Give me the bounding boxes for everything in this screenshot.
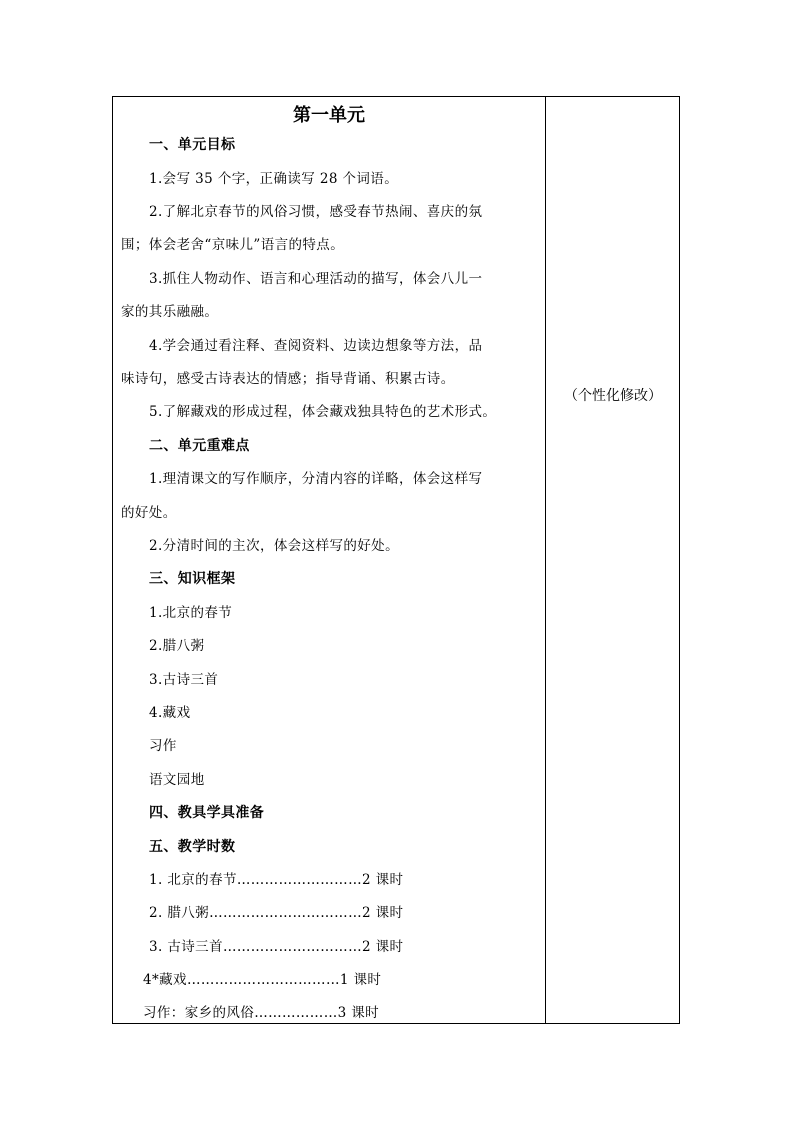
column-divider (545, 97, 546, 1023)
hours-item: 1. 北京的春节………………………2 课时 (149, 872, 404, 888)
unit-title: 第一单元 (293, 105, 365, 126)
section-heading-goals: 一、单元目标 (149, 137, 236, 153)
section-heading-materials: 四、教具学具准备 (149, 805, 265, 821)
key-point-item-continued: 的好处。 (121, 505, 177, 521)
framework-item: 3.古诗三首 (149, 672, 219, 688)
key-point-item: 2.分清时间的主次，体会这样写的好处。 (149, 538, 399, 554)
key-point-item: 1.理清课文的写作顺序，分清内容的详略，体会这样写 (149, 471, 483, 487)
hours-item: 习作：家乡的风俗………………3 课时 (143, 1005, 380, 1021)
section-heading-framework: 三、知识框架 (149, 571, 236, 587)
goal-item: 2.了解北京春节的风俗习惯，感受春节热闹、喜庆的氛 (149, 204, 483, 220)
goal-item-continued: 家的其乐融融。 (121, 304, 219, 320)
framework-item: 1.北京的春节 (149, 605, 233, 621)
goal-item: 3.抓住人物动作、语言和心理活动的描写，体会八儿一 (149, 271, 483, 287)
hours-item: 2. 腊八粥……………………………2 课时 (149, 905, 404, 921)
framework-item: 2.腊八粥 (149, 638, 205, 654)
goal-item-continued: 围；体会老舍“京味儿”语言的特点。 (121, 237, 345, 253)
goal-item: 1.会写 35 个字，正确读写 28 个词语。 (149, 171, 399, 187)
section-heading-hours: 五、教学时数 (149, 839, 236, 855)
goal-item: 5.了解藏戏的形成过程，体会藏戏独具特色的艺术形式。 (149, 404, 497, 420)
hours-item: 4*藏戏……………………………1 课时 (143, 972, 382, 988)
framework-item: 习作 (149, 738, 177, 754)
section-heading-key-points: 二、单元重难点 (149, 438, 250, 454)
hours-item: 3. 古诗三首…………………………2 课时 (149, 939, 404, 955)
personalized-edit-note: （个性化修改） (564, 388, 662, 404)
framework-item: 语文园地 (149, 772, 205, 788)
lesson-plan-table (112, 96, 680, 1024)
framework-item: 4.藏戏 (149, 705, 191, 721)
goal-item: 4.学会通过看注释、查阅资料、边读边想象等方法，品 (149, 338, 483, 354)
goal-item-continued: 味诗句，感受古诗表达的情感；指导背诵、积累古诗。 (121, 371, 455, 387)
